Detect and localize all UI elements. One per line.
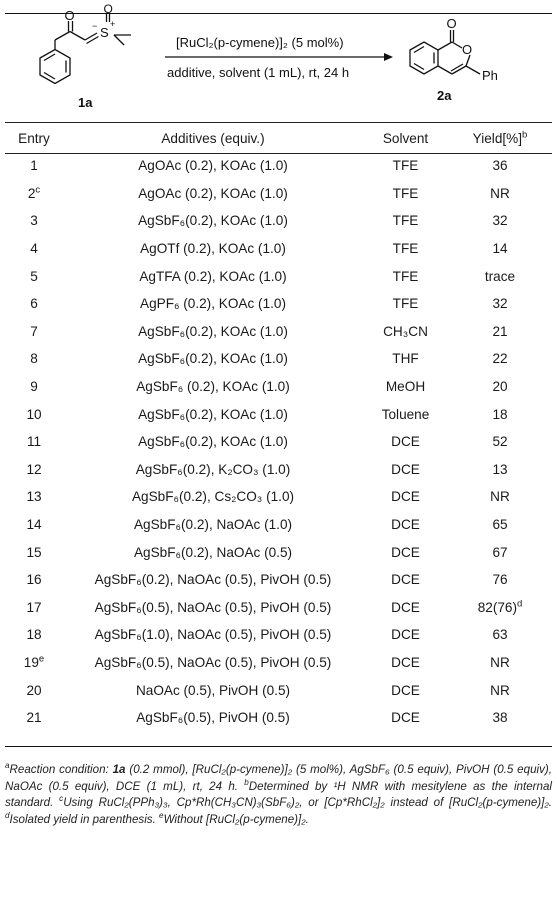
yield-cell-value: 52 [492,434,508,450]
entry-cell [5,566,63,594]
solvent-cell [363,262,448,290]
table-row [5,262,552,290]
reactant-label: 1a [78,95,93,110]
entry-cell-value: 15 [26,544,42,560]
entry-cell [5,207,63,235]
phenyl-label: Ph [482,68,498,83]
yield-cell [448,373,552,401]
yield-cell-value: NR [490,185,510,201]
yield-cell [448,318,552,346]
yield-cell [448,538,552,566]
solvent-cell-value: DCE [391,572,420,588]
solvent-cell [363,235,448,263]
solvent-cell-value: TFE [392,158,419,174]
yield-cell-value: 82(76) [477,599,517,615]
yield-cell-value: 18 [492,406,508,422]
yield-cell-value: NR [490,654,510,670]
solvent-cell [363,290,448,318]
entry-cell-footnote-mark: c [35,184,41,196]
solvent-cell-value: DCE [391,682,420,698]
yield-cell [448,566,552,594]
footnote-a-text-1: Reaction condition: [9,763,113,776]
solvent-cell-value: DCE [391,544,420,560]
solvent-cell [363,594,448,622]
additives-cell [63,235,363,263]
entry-cell-value: 21 [26,710,42,726]
entry-cell [5,318,63,346]
table-row [5,649,552,677]
additives-cell [63,400,363,428]
additives-cell-value: AgSbF₆(0.2), K₂CO₃ (1.0) [135,461,291,477]
entry-cell [5,345,63,373]
additives-cell-value: AgSbF₆(0.2), NaOAc (1.0) [133,517,293,533]
entry-cell-value: 6 [30,296,38,312]
entry-cell-value: 11 [26,434,42,450]
entry-cell-value: 10 [26,406,42,422]
solvent-cell [363,180,448,208]
entry-cell [5,483,63,511]
entry-cell [5,456,63,484]
entry-cell [5,428,63,456]
yield-cell [448,180,552,208]
additives-cell-value: AgSbF₆(0.5), NaOAc (0.5), PivOH (0.5) [94,599,332,615]
solvent-cell [363,566,448,594]
solvent-cell-value: DCE [391,627,420,643]
footnote-a-mark: a [5,761,10,771]
yield-cell [448,235,552,263]
yield-cell-value: 65 [492,517,508,533]
yield-cell-value: 32 [492,213,508,229]
additives-cell-value: AgPF₆ (0.2), KOAc (1.0) [140,296,286,312]
additives-cell [63,345,363,373]
entry-cell-footnote-mark: e [38,653,45,665]
additives-cell-value: AgSbF₆(0.2), KOAc (1.0) [138,434,288,450]
additives-cell [63,676,363,704]
yield-cell [448,400,552,428]
table-row [5,290,552,318]
footnote-d-mark: d [5,810,10,820]
entry-cell-value: 16 [26,572,42,588]
table-footnotes [5,762,552,828]
additives-cell [63,538,363,566]
entry-cell-value: 7 [30,323,38,339]
entry-cell-value: 1 [30,158,38,174]
table-bottom-rule [5,746,552,747]
optimization-table [5,124,552,731]
table-row [5,511,552,539]
table-row [5,428,552,456]
entry-cell [5,152,63,180]
additives-cell-value: AgSbF₆ (0.2), KOAc (1.0) [136,379,290,395]
solvent-cell [363,676,448,704]
footnote-c-text: Using RuCl₂(PPh₃)₃, Cp*Rh(CH₃CN)₃(SbF₆)₂, or [Cp*RhCl₂]₂ instead of [RuCl₂(p-cymene)]₂. [63,796,552,810]
additives-cell-value: AgSbF₆(0.2), KOAc (1.0) [138,406,288,422]
solvent-cell-value: Toluene [381,406,430,422]
solvent-cell [363,318,448,346]
yield-cell [448,207,552,235]
yield-cell-value: 32 [492,296,508,312]
entry-cell [5,373,63,401]
yield-cell [448,290,552,318]
solvent-cell-value: TFE [392,241,419,257]
additives-cell [63,262,363,290]
entry-cell-value: 9 [30,379,38,395]
entry-cell-value: 13 [26,489,42,505]
entry-cell [5,594,63,622]
product-label: 2a [437,88,452,103]
table-row [5,345,552,373]
solvent-cell-value: DCE [391,654,420,670]
reactant-structure [40,14,131,84]
additives-cell-value: AgSbF₆(0.5), NaOAc (0.5), PivOH (0.5) [94,654,332,670]
yield-cell [448,594,552,622]
additives-cell [63,428,363,456]
reagent-conditions-text: additive, solvent (1 mL), rt, 24 h [167,65,350,80]
reaction-scheme [0,0,557,124]
entry-cell [5,180,63,208]
additives-cell-value: AgSbF₆(0.2), Cs₂CO₃ (1.0) [131,489,295,505]
yield-cell-value: 38 [492,710,508,726]
table-row [5,704,552,732]
table-header-row [5,124,552,152]
footnote-b-text: Determined by ¹H NMR with mesitylene as the internal standard. [5,779,552,810]
yield-cell [448,621,552,649]
solvent-cell [363,649,448,677]
footnote-c-mark: c [59,794,64,804]
yield-cell-value: 63 [492,627,508,643]
sulfoxide-oxygen-atom: O [103,2,113,16]
additives-cell [63,373,363,401]
entry-cell-value: 19 [23,654,39,670]
solvent-cell-value: CH₃CN [383,323,428,339]
yield-cell [448,428,552,456]
sulfur-atom: S [100,25,109,40]
solvent-cell-value: TFE [392,213,419,229]
solvent-cell-value: TFE [392,296,419,312]
ketone-oxygen-atom: O [64,8,75,23]
entry-cell [5,262,63,290]
solvent-cell-value: DCE [391,461,420,477]
solvent-cell-value: DCE [391,599,420,615]
solvent-cell-value: TFE [392,185,419,201]
solvent-cell [363,538,448,566]
table-row [5,318,552,346]
yield-cell-footnote-mark: d [517,598,523,610]
solvent-cell-value: TFE [392,268,419,284]
yield-cell-value: 20 [492,379,508,395]
solvent-cell [363,345,448,373]
additives-cell-value: AgSbF₆(1.0), NaOAc (0.5), PivOH (0.5) [94,627,332,643]
product-carbonyl-oxygen: O [446,16,457,31]
solvent-cell-value: THF [392,351,419,367]
col-header-yield-text: Yield[%] [472,130,523,146]
table-row [5,400,552,428]
additives-cell-value: AgSbF₆(0.5), PivOH (0.5) [136,710,290,726]
carbanion-charge: − [92,21,98,31]
entry-cell-value: 17 [26,599,42,615]
footnote-a-compound: 1a [112,763,126,776]
solvent-cell [363,428,448,456]
entry-cell [5,400,63,428]
col-header-yield-footnote: b [522,128,528,140]
solvent-cell-value: DCE [391,489,420,505]
entry-cell [5,649,63,677]
entry-cell [5,676,63,704]
solvent-cell-value: DCE [391,710,420,726]
additives-cell-value: AgSbF₆(0.2), KOAc (1.0) [138,323,288,339]
solvent-cell [363,152,448,180]
additives-cell [63,566,363,594]
additives-cell [63,180,363,208]
header-top-rule [5,122,552,123]
solvent-cell [363,704,448,732]
table-row [5,152,552,180]
additives-cell [63,704,363,732]
yield-cell [448,483,552,511]
table-row [5,235,552,263]
reagent-catalyst-text: [RuCl₂(p-cymene)]₂ (5 mol%) [176,35,344,50]
solvent-cell [363,456,448,484]
col-header-additives: Additives (equiv.) [161,130,265,146]
table-row [5,594,552,622]
yield-cell-value: 14 [492,241,508,257]
additives-cell [63,152,363,180]
table-row [5,207,552,235]
yield-cell-value: 67 [492,544,508,560]
entry-cell [5,235,63,263]
entry-cell-value: 8 [30,351,38,367]
table-body [5,152,552,731]
table-row [5,456,552,484]
yield-cell-value: 22 [492,351,508,367]
solvent-cell [363,400,448,428]
additives-cell-value: AgSbF₆(0.2), NaOAc (0.5), PivOH (0.5) [94,572,332,588]
reaction-arrow [165,53,393,61]
table-row [5,180,552,208]
entry-cell [5,621,63,649]
additives-cell [63,511,363,539]
solvent-cell [363,373,448,401]
solvent-cell-value: DCE [391,434,420,450]
solvent-cell [363,207,448,235]
table-row [5,373,552,401]
col-header-yield [448,124,552,152]
yield-cell [448,511,552,539]
yield-cell [448,152,552,180]
additives-cell-value: AgTFA (0.2), KOAc (1.0) [139,268,287,284]
solvent-cell [363,511,448,539]
footnote-d-text: Isolated yield in parenthesis. [9,812,160,826]
solvent-cell-value: DCE [391,517,420,533]
entry-cell-value: 3 [30,213,38,229]
additives-cell-value: AgOAc (0.2), KOAc (1.0) [138,185,288,201]
table-row [5,676,552,704]
solvent-cell-value: MeOH [385,379,426,395]
solvent-cell [363,621,448,649]
additives-cell [63,318,363,346]
entry-cell-value: 4 [30,241,38,257]
footnote-a-text-2: (0.2 mmol), [RuCl₂(p-cymene)]₂ (5 mol%), AgSbF₆ (0.5 equiv), PivOH (0.5 equiv), NaOAc (0.5 equiv), DCE (1 mL), rt, 24 h. [5,763,552,793]
yield-cell-value: trace [484,268,516,284]
yield-cell [448,262,552,290]
yield-cell-value: NR [490,682,510,698]
yield-cell-value: NR [490,489,510,505]
sulfur-charge: + [110,19,116,29]
additives-cell [63,290,363,318]
table-row [5,483,552,511]
footnote-e-mark: e [159,810,164,820]
entry-cell [5,290,63,318]
additives-cell [63,483,363,511]
col-header-entry: Entry [18,130,50,146]
table-row [5,621,552,649]
additives-cell [63,649,363,677]
footnote-b-mark: b [244,777,249,787]
yield-cell [448,704,552,732]
entry-cell-value: 12 [26,461,42,477]
additives-cell [63,621,363,649]
yield-cell [448,676,552,704]
additives-cell [63,456,363,484]
header-bottom-rule [5,153,552,154]
additives-cell-value: NaOAc (0.5), PivOH (0.5) [135,682,291,698]
footnote-e-text: Without [RuCl₂(p-cymene)]₂. [163,812,309,826]
entry-cell-value: 18 [26,627,42,643]
additives-cell-value: AgSbF₆(0.2), KOAc (1.0) [138,213,288,229]
entry-cell-value: 14 [26,517,42,533]
yield-cell-value: 13 [492,461,508,477]
entry-cell [5,538,63,566]
entry-cell-value: 20 [26,682,42,698]
entry-cell-value: 2 [27,185,36,201]
yield-cell [448,456,552,484]
additives-cell [63,594,363,622]
additives-cell-value: AgSbF₆(0.2), NaOAc (0.5) [133,544,293,560]
table-row [5,538,552,566]
yield-cell [448,345,552,373]
additives-cell-value: AgOTf (0.2), KOAc (1.0) [140,241,286,257]
entry-cell-value: 5 [30,268,38,284]
entry-cell [5,511,63,539]
entry-cell [5,704,63,732]
col-header-solvent: Solvent [382,130,429,146]
product-ring-oxygen: O [462,42,473,57]
yield-cell-value: 36 [492,158,508,174]
yield-cell [448,649,552,677]
solvent-cell [363,483,448,511]
additives-cell [63,207,363,235]
table-row [5,566,552,594]
additives-cell-value: AgOAc (0.2), KOAc (1.0) [138,158,288,174]
yield-cell-value: 21 [492,323,508,339]
yield-cell-value: 76 [492,572,508,588]
additives-cell-value: AgSbF₆(0.2), KOAc (1.0) [138,351,288,367]
